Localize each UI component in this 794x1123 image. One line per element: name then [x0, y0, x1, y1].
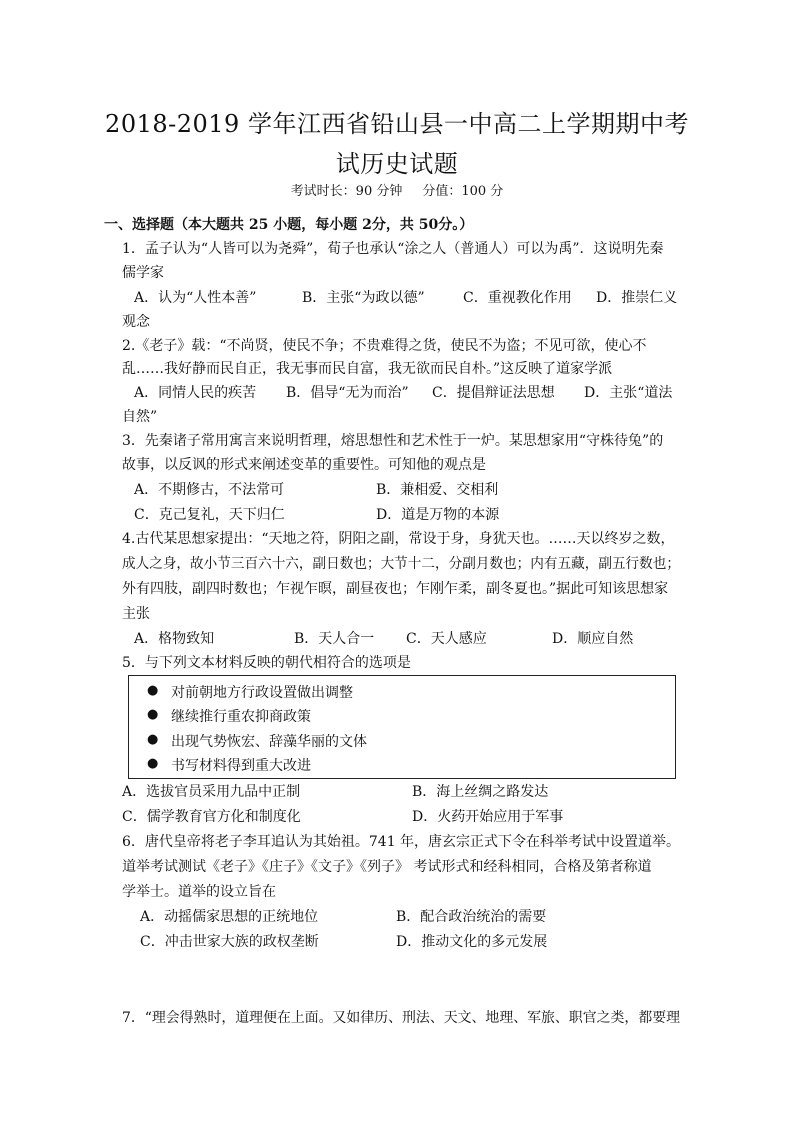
exam-meta: [0, 180, 794, 199]
material-box: [128, 675, 676, 779]
material-item: 书写材料得到重大改进: [171, 758, 311, 774]
question-2-option-b: B．倡导“无为而治”: [286, 385, 409, 401]
question-2-line-1: 2.《老子》载：“不尚贤，使民不争；不贵难得之货，使民不为盗；不见可欲，使心不: [122, 338, 647, 354]
material-item: 对前朝地方行政设置做出调整: [171, 685, 353, 701]
question-5-option-d: D．火药开始应用于军事: [412, 809, 564, 825]
question-6-option-c: C．冲击世家大族的政权垄断: [140, 934, 319, 950]
question-5-option-c: C．儒学教育官方化和制度化: [122, 809, 301, 825]
question-3-line-2: 故事，以反讽的形式来阐述变革的重要性。可知他的观点是: [122, 457, 486, 473]
question-4-line-4: 主张: [122, 606, 150, 622]
bullet-icon: ●: [147, 756, 159, 771]
question-4-option-a: A．格物致知: [134, 631, 215, 647]
question-4-line-1: 4.古代某思想家提出：“天地之符，阴阳之副，常设于身，身犹天也。……天以终岁之数，: [122, 531, 675, 547]
question-1-option-a: A．认为“人性本善”: [134, 290, 257, 306]
question-4-line-3: 外有四肢，副四时数也；乍视乍暝，副昼夜也；乍刚乍柔，副冬夏也。”据此可知该思想家: [122, 581, 669, 597]
material-item: 出现气势恢宏、辞藻华丽的文体: [171, 734, 367, 750]
question-2-line-2: 乱……我好静而民自正，我无事而民自富，我无欲而民自朴。”这反映了道家学派: [122, 361, 613, 377]
question-3-option-c: C．克己复礼，天下归仁: [134, 507, 285, 523]
question-3-option-a: A．不期修古，不法常可: [134, 482, 285, 498]
question-6-option-a: A．动摇儒家思想的正统地位: [140, 909, 319, 925]
question-4-option-d: D．顺应自然: [552, 631, 634, 647]
question-5-line-1: 5．与下列文本材料反映的朝代相符合的选项是: [122, 655, 411, 671]
question-1-line-2: 儒学家: [122, 265, 164, 281]
question-1-line-1: 1．孟子认为“人皆可以为尧舜”，荀子也承认“涂之人（普通人）可以为禹”．这说明先秦: [122, 241, 664, 257]
question-3-option-d: D．道是万物的本源: [376, 507, 500, 523]
question-7-line-1: 7．“理会得熟时，道理便在上面。又如律历、刑法、天文、地理、军旅、职官之类，都要理: [122, 1010, 681, 1026]
page-title-line1: 2018-2019 学年江西省铅山县一中高二上学期期中考: [105, 110, 689, 138]
bullet-icon: ●: [147, 707, 159, 722]
question-2-option-d: D．主张“道法: [584, 385, 673, 401]
section-heading: 一、选择题（本大题共 25 小题，每小题 2分，共 50分。）: [104, 217, 474, 233]
question-5-option-b: B．海上丝绸之路发达: [412, 784, 549, 800]
question-1-option-c: C．重视教化作用: [463, 290, 572, 306]
question-1-option-d-wrap: 观念: [122, 314, 150, 330]
question-2-option-a: A．同情人民的疾苦: [134, 385, 257, 401]
question-5-option-a: A．选拔官员采用九品中正制: [122, 784, 301, 800]
bullet-icon: ●: [147, 683, 159, 698]
question-4-option-c: C．天人感应: [406, 631, 487, 647]
exam-score: 分值：100 分: [422, 184, 504, 199]
page-title-line2: 试历史试题: [335, 150, 459, 178]
question-1-option-d: D．推崇仁义: [596, 290, 678, 306]
question-6-line-3: 学举士。道举的设立旨在: [122, 884, 276, 900]
question-1-option-b: B．主张“为政以德”: [302, 290, 425, 306]
question-2-option-d-wrap: 自然”: [122, 409, 158, 425]
question-3-line-1: 3．先秦诸子常用寓言来说明哲理，熔思想性和艺术性于一炉。某思想家用“守株待兔”的: [122, 433, 664, 449]
question-2-option-c: C．提倡辩证法思想: [432, 385, 555, 401]
question-4-option-b: B．天人合一: [294, 631, 375, 647]
question-6-option-b: B．配合政治统治的需要: [396, 909, 547, 925]
question-6-line-2: 道举考试测试《老子》《庄子》《文子》《列子》 考试形式和经科相同，合格及第者称道: [122, 859, 652, 875]
bullet-icon: ●: [147, 732, 159, 747]
question-6-option-d: D．推动文化的多元发展: [396, 934, 548, 950]
question-6-line-1: 6．唐代皇帝将老子李耳追认为其始祖。741 年，唐玄宗正式下令在科举考试中设置道举。: [122, 834, 681, 850]
question-3-option-b: B．兼相爱、交相利: [376, 482, 499, 498]
material-item: 继续推行重农抑商政策: [171, 709, 311, 725]
question-4-line-2: 成人之身，故小节三百六十六，副日数也；大节十二，分副月数也；内有五藏，副五行数也；: [122, 556, 680, 572]
exam-duration: 考试时长：90 分钟: [290, 184, 403, 199]
